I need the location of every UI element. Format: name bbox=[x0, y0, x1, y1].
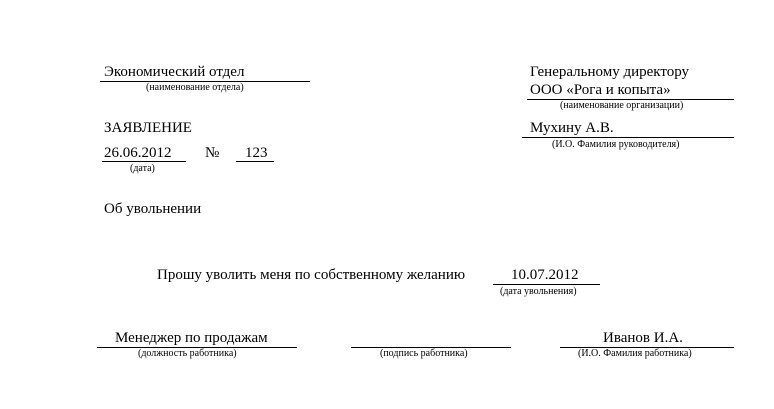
position-caption: (должность работника) bbox=[138, 348, 237, 359]
document-number-underline bbox=[236, 161, 274, 162]
employee-position: Менеджер по продажам bbox=[115, 330, 268, 346]
department-name: Экономический отдел bbox=[104, 64, 245, 80]
department-caption: (наименование отдела) bbox=[146, 82, 244, 93]
dismissal-date: 10.07.2012 bbox=[511, 267, 579, 283]
document-date: 26.06.2012 bbox=[104, 145, 172, 161]
addressee-title: Генеральному директору bbox=[530, 64, 690, 80]
dismissal-date-caption: (дата увольнения) bbox=[500, 286, 577, 297]
document-date-caption: (дата) bbox=[130, 163, 155, 174]
employee-name-caption: (И.О. Фамилия работника) bbox=[578, 348, 692, 359]
director-name: Мухину А.В. bbox=[530, 120, 614, 136]
document-date-underline bbox=[102, 161, 186, 162]
document-subject: Об увольнении bbox=[104, 201, 202, 217]
document-type: ЗАЯВЛЕНИЕ bbox=[104, 120, 192, 136]
employee-name: Иванов И.А. bbox=[603, 330, 683, 346]
director-caption: (И.О. Фамилия руководителя) bbox=[552, 139, 680, 150]
signature-caption: (подпись работника) bbox=[380, 348, 468, 359]
organization-name: ООО «Рога и копыта» bbox=[530, 82, 671, 98]
dismissal-date-underline bbox=[493, 284, 600, 285]
director-underline bbox=[522, 137, 734, 138]
organization-caption: (наименование организации) bbox=[560, 100, 684, 111]
request-text: Прошу уволить меня по собственному желанию bbox=[157, 267, 466, 283]
number-sign: № bbox=[205, 145, 220, 161]
document-number: 123 bbox=[245, 145, 268, 161]
